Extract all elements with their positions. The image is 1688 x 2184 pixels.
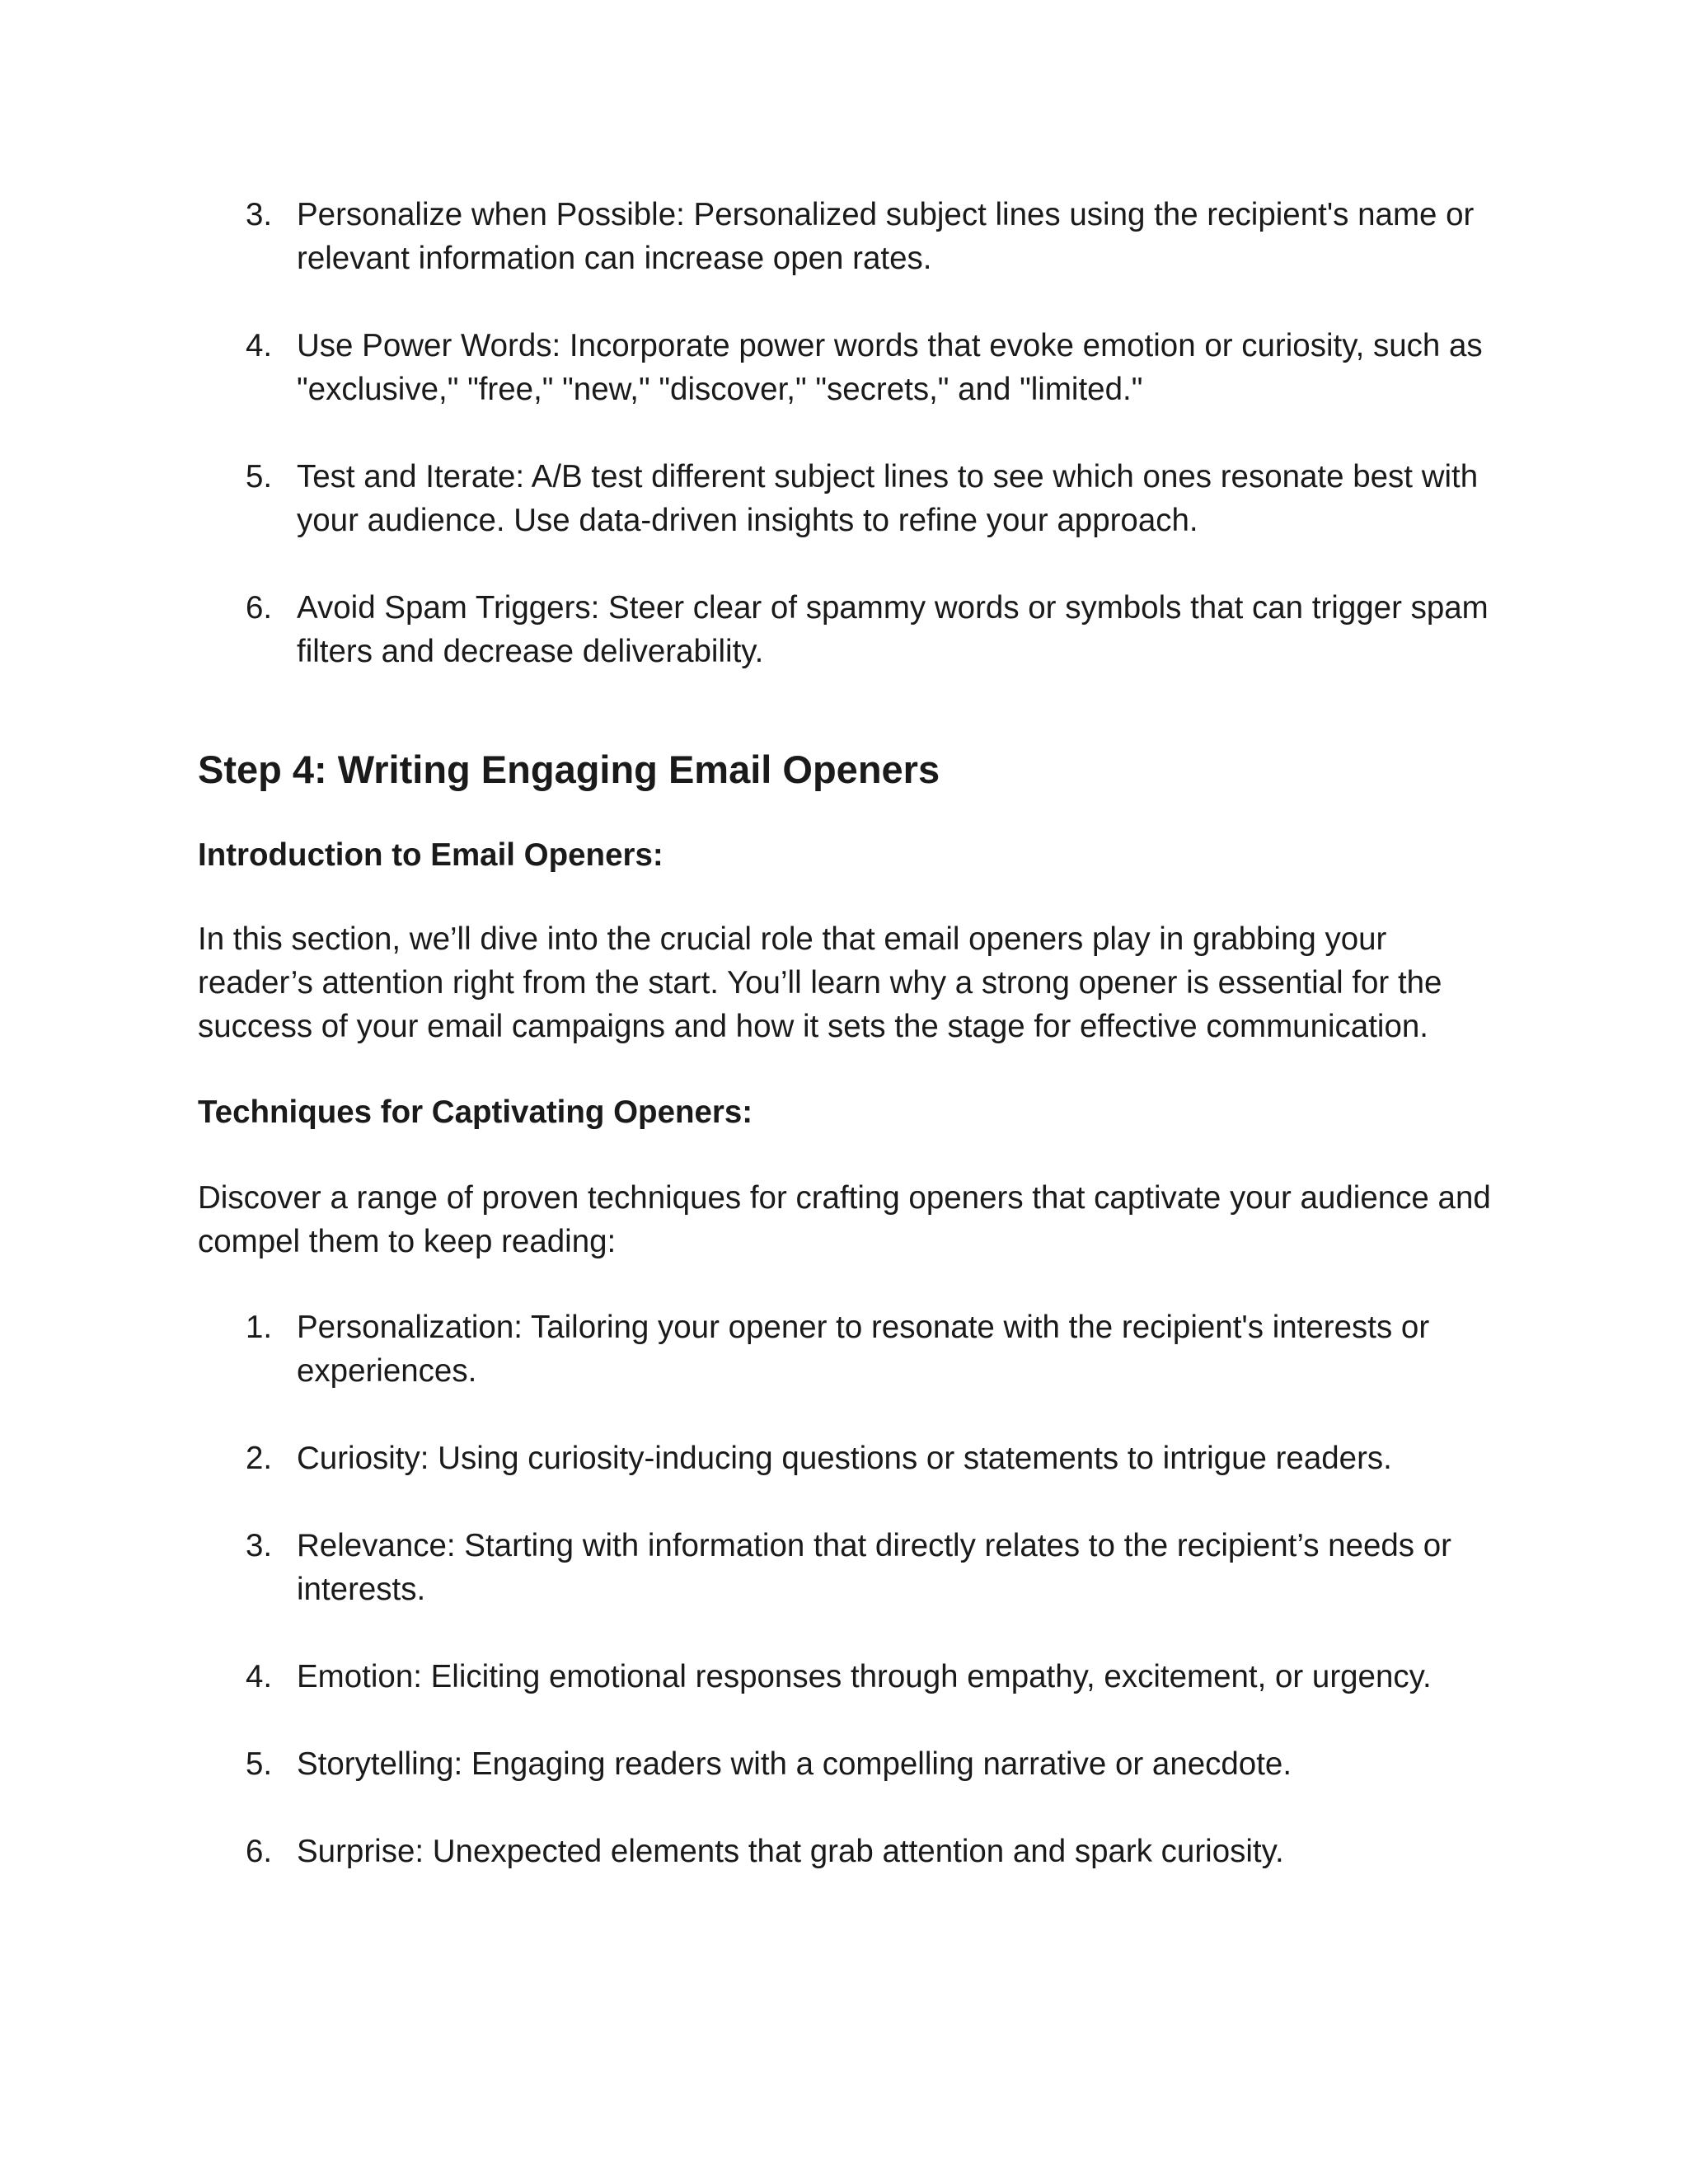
list-item-text: Personalization: Tailoring your opener to resonate with the recipient's interests or experiences. — [297, 1310, 1430, 1389]
list-item — [198, 1742, 1500, 1786]
section-heading: Step 4: Writing Engaging Email Openers — [198, 748, 940, 791]
list-item — [198, 1830, 1500, 1873]
intro-paragraph: In this section, we’ll dive into the crucial role that email openers play in grabbing your reader’s attention right from the start. You’ll learn why a strong opener is essential for the success of your email campaigns and how it sets the stage for effective communication. — [198, 921, 1442, 1044]
list-item — [198, 455, 1500, 542]
opener-techniques-list — [198, 1305, 1500, 1873]
list-item — [198, 324, 1500, 411]
list-number: 2. — [246, 1441, 273, 1476]
list-number: 3. — [246, 1528, 273, 1563]
list-number: 6. — [246, 590, 273, 626]
list-item — [198, 1436, 1500, 1480]
techniques-subheading: Techniques for Captivating Openers: — [198, 1094, 753, 1130]
list-item-text: Personalize when Possible: Personalized subject lines using the recipient's name or relevant information can increase open rates. — [297, 197, 1475, 276]
page-content — [198, 193, 1500, 1873]
list-number: 4. — [246, 1659, 273, 1694]
list-item-text: Test and Iterate: A/B test different subject lines to see which ones resonate best with your audience. Use data-driven insights to refine your approach. — [297, 459, 1479, 538]
list-item — [198, 193, 1500, 280]
list-item-text: Curiosity: Using curiosity-inducing questions or statements to intrigue readers. — [297, 1441, 1392, 1476]
list-item — [198, 586, 1500, 673]
list-number: 5. — [246, 1746, 273, 1782]
list-item-text: Emotion: Eliciting emotional responses through empathy, excitement, or urgency. — [297, 1659, 1432, 1694]
list-number: 5. — [246, 459, 273, 494]
list-item-text: Avoid Spam Triggers: Steer clear of spammy words or symbols that can trigger spam filters and decrease deliverability. — [297, 590, 1489, 669]
list-item-text: Use Power Words: Incorporate power words that evoke emotion or curiosity, such as "exclusive," "free," "new," "discover," "secrets," and "limited." — [297, 328, 1483, 407]
list-item-text: Storytelling: Engaging readers with a compelling narrative or anecdote. — [297, 1746, 1292, 1782]
subject-line-tips-list — [198, 193, 1500, 673]
list-number: 4. — [246, 328, 273, 363]
list-number: 3. — [246, 197, 273, 232]
list-item — [198, 1305, 1500, 1393]
list-number: 1. — [246, 1310, 273, 1345]
list-item-text: Relevance: Starting with information that directly relates to the recipient’s needs or interests. — [297, 1528, 1451, 1607]
list-item — [198, 1524, 1500, 1611]
techniques-paragraph: Discover a range of proven techniques for crafting openers that captivate your audience and compel them to keep reading: — [198, 1180, 1491, 1259]
list-item-text: Surprise: Unexpected elements that grab attention and spark curiosity. — [297, 1834, 1284, 1869]
intro-subheading: Introduction to Email Openers: — [198, 837, 663, 873]
list-item — [198, 1655, 1500, 1699]
list-number: 6. — [246, 1834, 273, 1869]
